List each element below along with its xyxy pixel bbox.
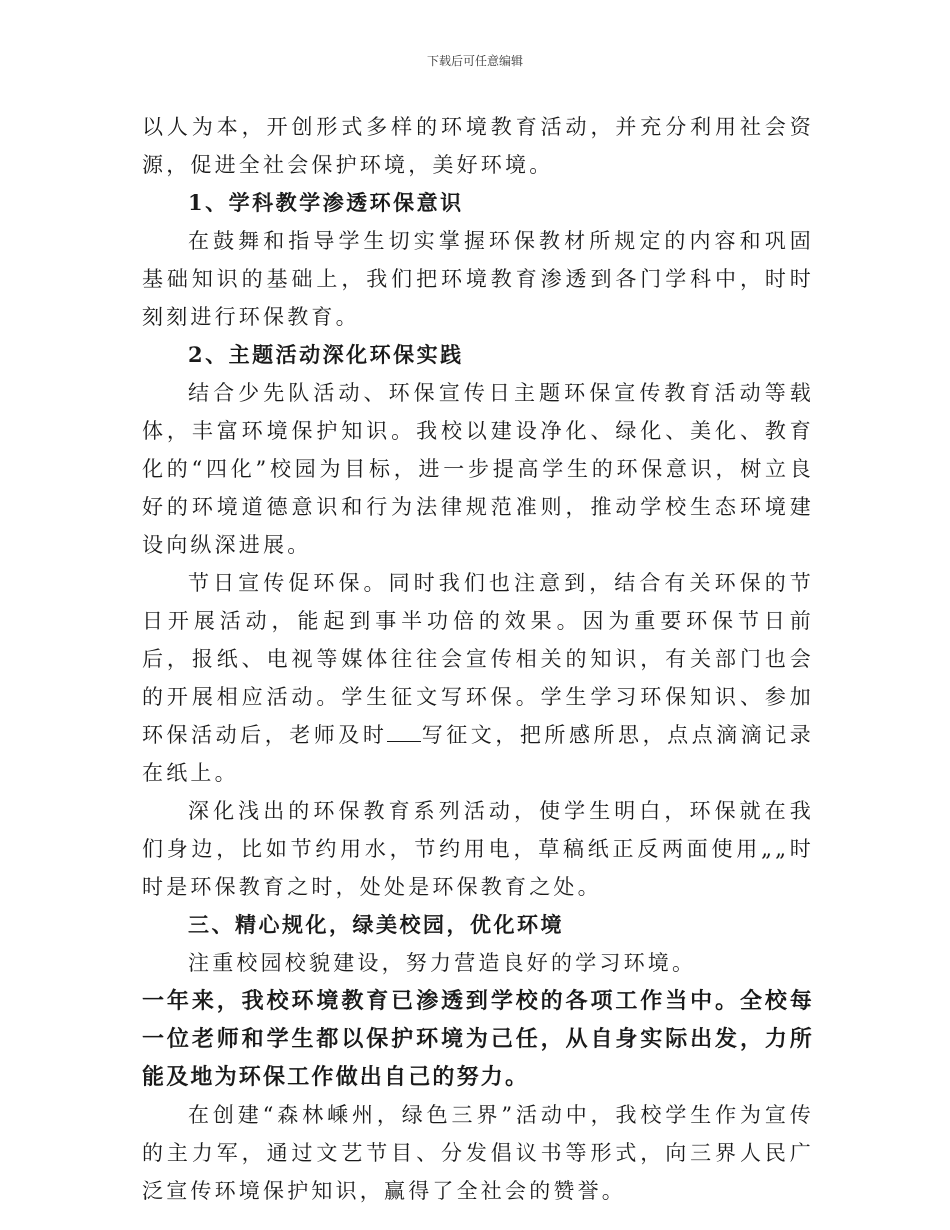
paragraph-theme-activities: 结合少先队活动、环保宣传日主题环保宣传教育活动等载体，丰富环境保护知识。我校以建设净化、绿化、美化、教育化的“四化”校园为目标，进一步提高学生的环保意识，树立良好的环境道德意识和行为法律规范准则，推动学校生态环境建设向纵深进展。	[142, 381, 814, 557]
document-body	[142, 108, 814, 1210]
paragraph-festival-text-before: 节日宣传促环保。同时我们也注意到，结合有关环保的节日开展活动，能起到事半功倍的效果。因为重要环保节日前后，报纸、电视等媒体往往会宣传相关的知识，有关部门也会的开展相应活动。学生征文写环保。学生学习环保知识、参加环保活动后，老师及时	[142, 571, 814, 747]
paragraph-intro-continuation: 以人为本，开创形式多样的环境教育活动，并充分利用社会资源，促进全社会保护环境，美好环境。	[142, 115, 814, 177]
section-heading-subject-teaching: 1、学科教学渗透环保意识	[188, 190, 464, 215]
paragraph-subject-teaching: 在鼓舞和指导学生切实掌握环保教材所规定的内容和巩固基础知识的基础上，我们把环境教育渗透到各门学科中，时时刻刻进行环保教育。	[142, 229, 814, 329]
page-header: 下载后可任意编辑	[426, 54, 523, 68]
paragraph-forest-campaign: 在创建“森林嵊州，绿色三界”活动中，我校学生作为宣传的主力军，通过文艺节目、分发倡议书等形式，向三界人民广泛宣传环境保护知识，赢得了全社会的赞誉。	[142, 1103, 814, 1203]
paragraph-education-series: 深化浅出的环保教育系列活动，使学生明白，环保就在我们身边，比如节约用水，节约用电，草稿纸正反两面使用„„时时是环保教育之时，处处是环保教育之处。	[142, 799, 814, 899]
section-heading-theme-activities: 2、主题活动深化环保实践	[188, 342, 464, 367]
paragraph-yearly-summary: 一年来，我校环境教育已渗透到学校的各项工作当中。全校每一位老师和学生都以保护环境为己任，从自身实际出发，力所能及地为环保工作做出自己的努力。	[142, 988, 814, 1090]
paragraph-festival-text-after: 写征文，把所感所思，点点滴滴记录在纸上。	[142, 723, 815, 785]
paragraph-campus-construction: 注重校园校貌建设，努力营造良好的学习环境。	[188, 951, 697, 975]
paragraph-festival-promotion	[142, 564, 814, 792]
fill-in-blank	[387, 723, 421, 742]
section-heading-campus-greening: 三、精心规化，绿美校园，优化环境	[188, 912, 564, 937]
